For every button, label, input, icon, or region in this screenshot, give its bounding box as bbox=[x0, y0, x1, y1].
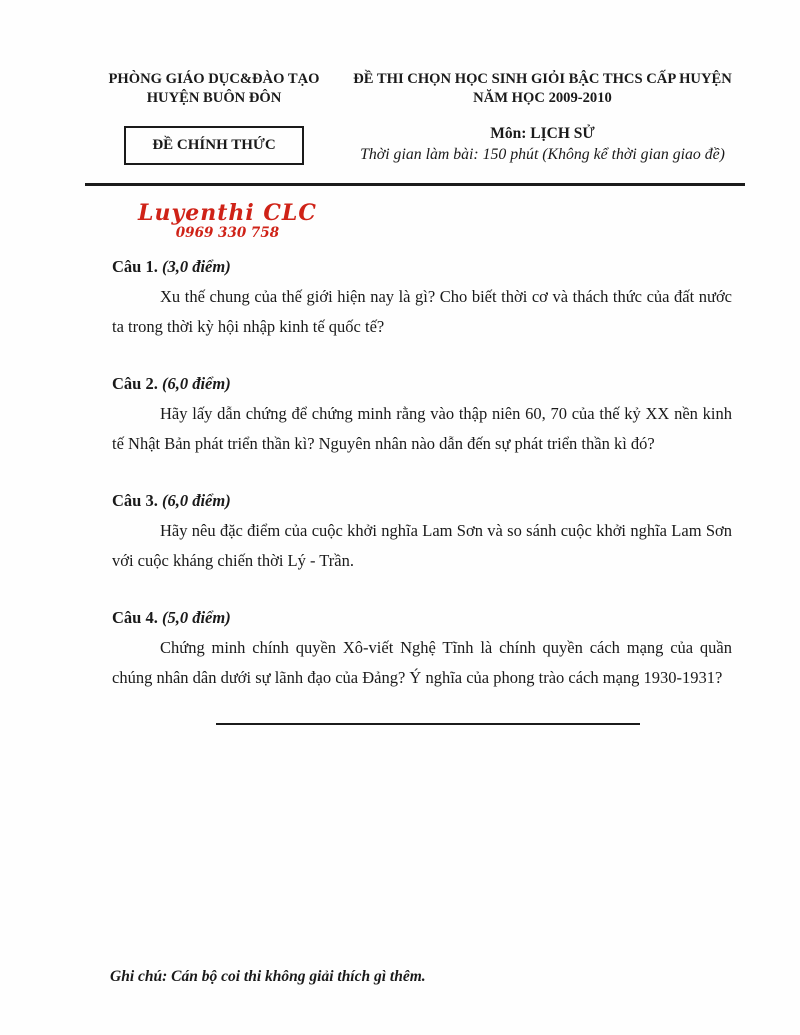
authority-name: PHÒNG GIÁO DỤC&ĐÀO TẠO bbox=[108, 71, 320, 87]
question-2 bbox=[112, 369, 732, 459]
document-header bbox=[88, 70, 745, 166]
question-3-points: (6,0 điểm) bbox=[161, 491, 231, 510]
question-1-text: Xu thế chung của thế giới hiện nay là gì? Cho biết thời cơ và thách thức của đất nước ta trong thời kỳ hội nhập kinh tế quốc tế? bbox=[112, 287, 732, 336]
question-2-label: Câu 2. bbox=[112, 374, 158, 393]
question-3-label: Câu 3. bbox=[112, 491, 158, 510]
question-4-text: Chứng minh chính quyền Xô-viết Nghệ Tĩnh là chính quyền cách mạng của quần chúng nhân dân dưới sự lãnh đạo của Đảng? Ý nghĩa của phong trào cách mạng 1930-1931? bbox=[112, 638, 732, 687]
school-year: NĂM HỌC 2009-2010 bbox=[473, 90, 612, 106]
question-1-label: Câu 1. bbox=[112, 257, 158, 276]
question-3 bbox=[112, 486, 732, 576]
watermark-brand-text: Luyenthi CLC bbox=[138, 200, 317, 226]
question-1-points: (3,0 điểm) bbox=[161, 257, 231, 276]
duration-line: Thời gian làm bài: 150 phút (Không kể thời gian giao đề) bbox=[360, 146, 725, 163]
exam-title: ĐỀ THI CHỌN HỌC SINH GIỎI BẬC THCS CẤP HUYỆN bbox=[353, 71, 732, 87]
footer-note: Ghi chú: Cán bộ coi thi không giải thích gì thêm. bbox=[110, 968, 426, 985]
exam-title-block bbox=[340, 70, 745, 166]
question-2-heading bbox=[112, 369, 732, 399]
question-4-label: Câu 4. bbox=[112, 608, 158, 627]
subject-line: Môn: LỊCH SỬ bbox=[490, 125, 595, 142]
question-4-points: (5,0 điểm) bbox=[161, 608, 231, 627]
question-3-text: Hãy nêu đặc điểm của cuộc khởi nghĩa Lam Sơn và so sánh cuộc khởi nghĩa Lam Sơn với cuộc kháng chiến thời Lý - Trần. bbox=[112, 521, 732, 570]
question-4-heading bbox=[112, 603, 732, 633]
question-4 bbox=[112, 603, 732, 693]
issuing-authority-block bbox=[88, 70, 340, 166]
official-exam-stamp-box: ĐỀ CHÍNH THỨC bbox=[124, 126, 303, 165]
watermark-logo bbox=[138, 201, 317, 241]
end-of-exam-rule bbox=[216, 723, 640, 725]
question-2-points: (6,0 điểm) bbox=[161, 374, 231, 393]
question-2-text: Hãy lấy dẫn chứng để chứng minh rằng vào thập niên 60, 70 của thế kỷ XX nền kinh tế Nhật Bản phát triển thần kì? Nguyên nhân nào dẫn đến sự phát triển thần kì đó? bbox=[112, 404, 732, 453]
question-3-heading bbox=[112, 486, 732, 516]
district-name: HUYỆN BUÔN ĐÔN bbox=[146, 90, 282, 106]
watermark-phone-number: 0969 330 758 bbox=[175, 225, 280, 241]
question-1-heading bbox=[112, 252, 732, 282]
header-divider-rule bbox=[85, 183, 745, 186]
question-1 bbox=[112, 252, 732, 342]
question-list bbox=[112, 252, 732, 725]
